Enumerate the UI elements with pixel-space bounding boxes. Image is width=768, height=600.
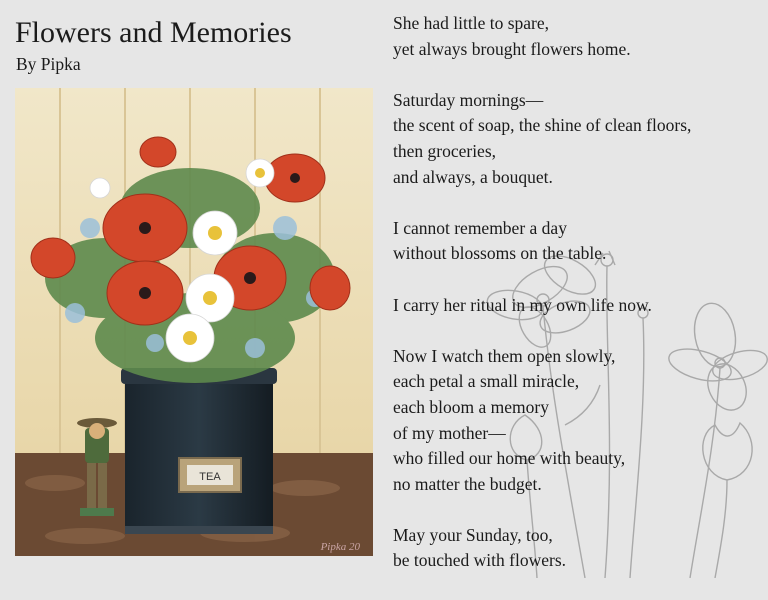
poem [393,11,691,600]
poem-line: the scent of soap, the shine of clean floors, [393,115,692,136]
poem-line: yet always brought flowers home. [393,38,631,59]
poem-line: She had little to spare, [393,13,550,33]
poem-line: who filled our home with beauty, [393,448,626,469]
line-art-flower-3 [703,423,752,480]
painting-image [15,88,373,556]
poem-line: no matter the budget. [393,473,542,494]
poem-line: Saturday mornings— [393,89,544,110]
poem-stanza-5 [393,344,691,498]
poem-stanza-4 [393,293,691,319]
poem-stanza-3 [393,216,691,267]
tea-tin [121,368,277,534]
poem-stanza-6 [393,523,691,574]
poem-line: of my mother— [393,422,506,443]
poem-line: then groceries, [393,140,497,161]
poem-line: each bloom a memory [393,396,549,417]
poem-stanza-2 [393,88,691,190]
poem-line: each petal a small miracle, [393,371,580,392]
tin-label: TEA [199,471,221,483]
poem-line: without blossoms on the table. [393,243,607,264]
poem-line: and always, a bouquet. [393,166,553,187]
poem-line: I carry her ritual in my own life now. [393,294,652,315]
poem-line: I cannot remember a day [393,217,567,238]
poem-stanza-1 [393,11,691,62]
author-byline: By Pipka [16,54,81,74]
page-title: Flowers and Memories [15,16,292,49]
poem-line: May your Sunday, too, [393,524,553,545]
artist-signature: Pipka 20 [320,541,360,553]
poem-line: Now I watch them open slowly, [393,345,616,366]
poem-line: be touched with flowers. [393,550,567,571]
